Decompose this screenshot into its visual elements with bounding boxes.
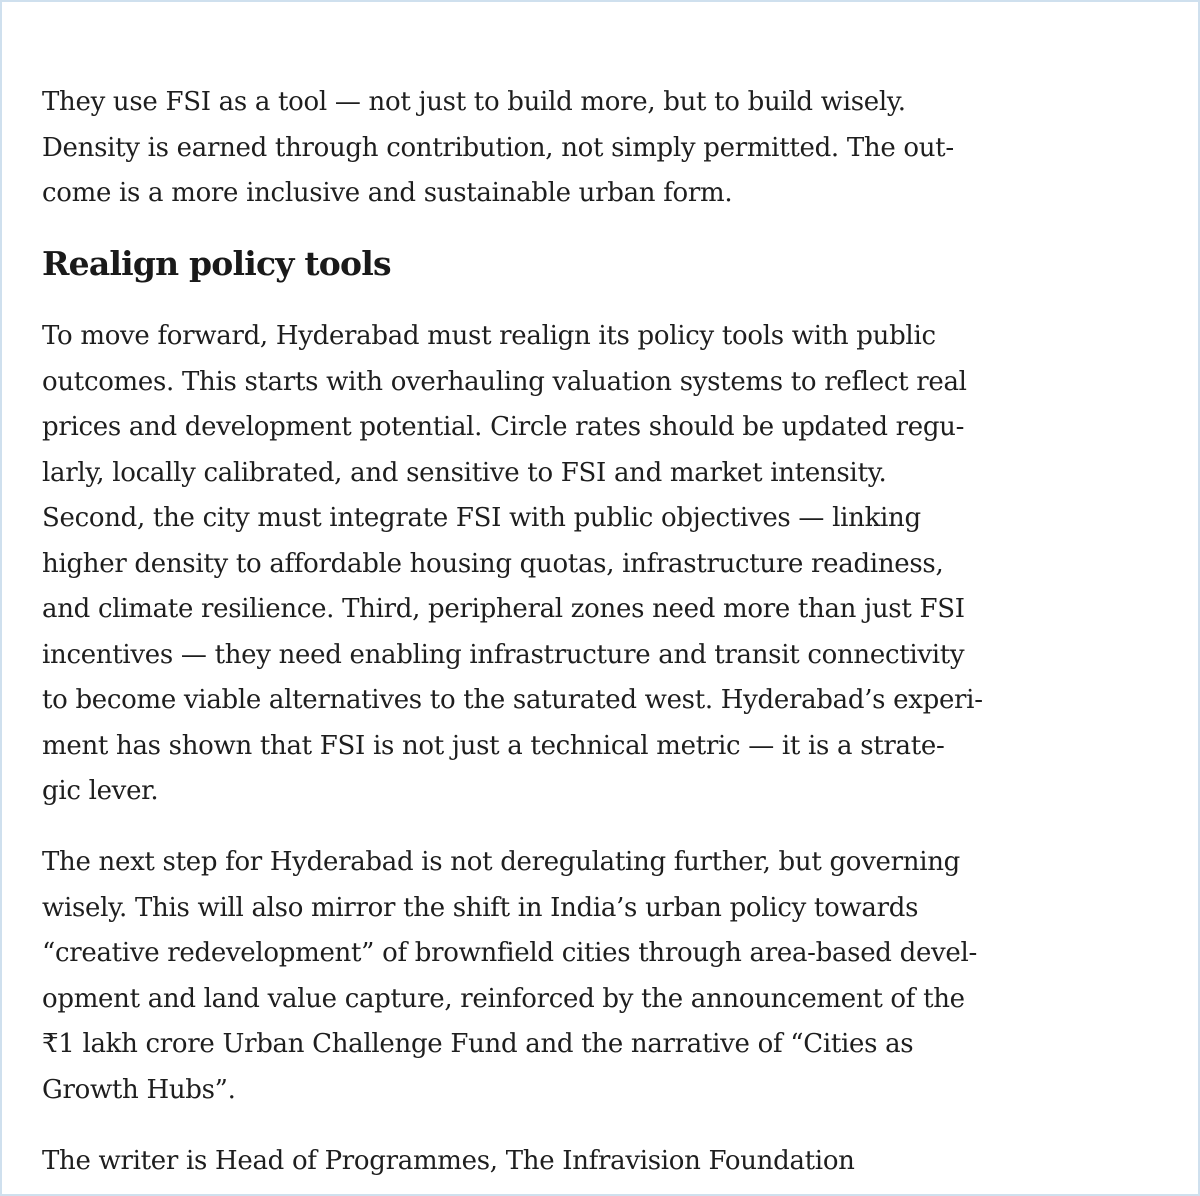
section-heading: Realign policy tools: [42, 244, 391, 283]
intro-paragraph: [42, 80, 1027, 217]
text-line: higher density to affordable housing quotas, infrastructure readiness,: [42, 548, 944, 579]
policy-paragraph: [42, 314, 983, 815]
text-line: “creative redevelopment” of brownfield cities through area-based devel-: [42, 938, 978, 968]
text-line: wisely. This will also mirror the shift in India’s urban policy towards: [42, 892, 919, 923]
text-line: and climate resilience. Third, peripheral zones need more than just FSI: [42, 594, 965, 624]
text-line: Second, the city must integrate FSI with public objectives — linking: [42, 503, 921, 533]
text-line: To move forward, Hyderabad must realign its policy tools with public: [42, 321, 936, 351]
next-step-paragraph: [42, 840, 977, 1113]
text-line: They use FSI as a tool — not just to build more, but to build wisely.: [42, 87, 906, 117]
text-line: Growth Hubs”.: [42, 1074, 236, 1105]
text-line: to become viable alternatives to the saturated west. Hyderabad’s experi-: [42, 685, 983, 715]
text-line: larly, locally calibrated, and sensitive to FSI and market intensity.: [42, 457, 887, 488]
text-line: opment and land value capture, reinforced by the announcement of the: [42, 983, 965, 1014]
text-line: come is a more inclusive and sustainable urban form.: [42, 178, 733, 208]
article-body: [42, 80, 1027, 1176]
text-line: ment has shown that FSI is not just a technical metric — it is a strate-: [42, 730, 945, 761]
text-line: gic lever.: [42, 776, 159, 806]
text-line: incentives — they need enabling infrastructure and transit connectivity: [42, 639, 965, 670]
text-line: The next step for Hyderabad is not deregulating further, but governing: [42, 847, 961, 877]
text-line: Density is earned through contribution, not simply permitted. The out-: [42, 132, 954, 163]
author-note: The writer is Head of Programmes, The Infravision Foundation: [42, 1146, 855, 1176]
text-line: outcomes. This starts with overhauling valuation systems to reflect real: [42, 366, 967, 397]
text-line: ₹1 lakh crore Urban Challenge Fund and the narrative of “Cities as: [42, 1029, 914, 1059]
text-line: prices and development potential. Circle rates should be updated regu-: [42, 412, 965, 442]
